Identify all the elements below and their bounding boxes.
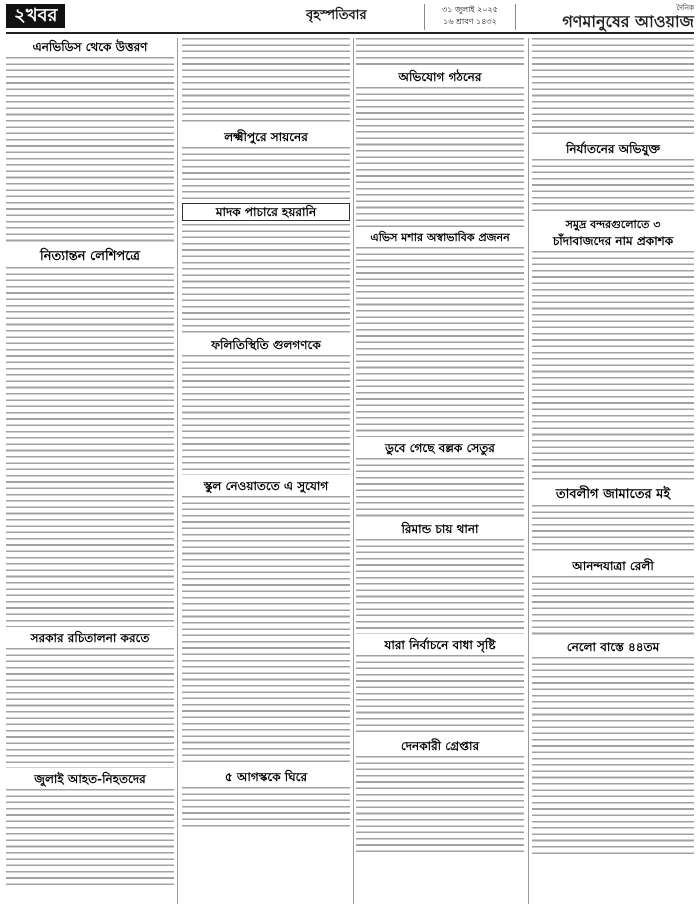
- story: [532, 142, 694, 214]
- story: [356, 522, 524, 634]
- article-body: [182, 496, 350, 766]
- headline: নেলো বাস্তে ৪৪তম: [566, 640, 660, 654]
- story: [182, 203, 350, 334]
- article-body: [356, 87, 524, 227]
- story: [182, 770, 350, 827]
- headline: মাদক পাচারে হয়রানি: [182, 203, 350, 221]
- article-body: [182, 38, 350, 126]
- headline: লক্ষ্মীপুরে সায়নের: [224, 130, 308, 144]
- section-label: ২খবর: [6, 4, 65, 28]
- article-body: [182, 355, 350, 475]
- article-body: [532, 38, 694, 138]
- headline: আনন্দযাত্রা রেলী: [572, 559, 654, 573]
- story: [182, 38, 350, 126]
- column-4: [532, 38, 694, 904]
- headline: তাবলীগ জামাতের মই: [555, 487, 671, 502]
- story: [356, 38, 524, 66]
- column-rule: [528, 38, 529, 904]
- masthead-tagline: দৈনিক: [676, 4, 694, 12]
- story: [6, 40, 174, 245]
- article-body: [532, 657, 694, 857]
- headline: স্কুল নেওয়াততে এ সুযোগ: [203, 479, 329, 493]
- headline: জুলাই আহত-নিহতদের: [34, 772, 146, 786]
- article-body: [532, 576, 694, 636]
- article-body: [356, 655, 524, 735]
- date-bangla: ১৬ শ্রাবণ ১৪৩২: [443, 17, 497, 26]
- story: [532, 559, 694, 636]
- column-rule: [177, 38, 178, 904]
- story: [532, 487, 694, 555]
- article-body: [182, 224, 350, 334]
- page-header: [6, 4, 694, 34]
- story: [182, 130, 350, 199]
- headline: সরকার রচিতালনা করতে: [30, 631, 150, 645]
- article-body: [6, 648, 174, 768]
- story: [356, 441, 524, 518]
- masthead: [562, 4, 694, 31]
- headline: রিমান্ড চায় থানা: [401, 522, 479, 536]
- story: [532, 38, 694, 138]
- story: [182, 338, 350, 475]
- article-body: [532, 505, 694, 555]
- story: [6, 631, 174, 768]
- article-body: [6, 57, 174, 245]
- masthead-name: গণমানুষের আওয়াজ: [562, 12, 694, 31]
- headline: দেনকারী গ্রেপ্তার: [400, 739, 480, 753]
- story: [182, 479, 350, 766]
- column-rule: [353, 38, 354, 904]
- date-gregorian: ৩১ জুলাই ২০২৫: [442, 5, 498, 14]
- headline: ডুবে গেছে বল্লক সেতুর: [385, 441, 495, 455]
- headline: নির্যাতনের অভিযুক্ত: [565, 142, 661, 156]
- article-body: [532, 159, 694, 214]
- article-body: [182, 787, 350, 827]
- headline: চাঁদাবাজদের নাম প্রকাশক: [552, 234, 674, 248]
- story: [532, 218, 694, 483]
- article-body: [6, 267, 174, 627]
- article-body: [356, 756, 524, 856]
- story: [532, 640, 694, 857]
- story: [356, 638, 524, 735]
- article-body: [532, 251, 694, 483]
- column-2: [182, 38, 350, 904]
- story: [6, 772, 174, 889]
- column-3: [356, 38, 524, 904]
- headline: অভিযোগ গঠনের: [398, 70, 482, 84]
- story: [356, 70, 524, 227]
- headline: ফলিতিস্থিতি গুলগণকে: [211, 338, 321, 352]
- headline: যারা নির্বাচনে বাধা সৃষ্টি: [384, 638, 496, 652]
- date-box: [424, 4, 516, 30]
- headline: সমুদ্র বন্দরগুলোতে ৩: [565, 218, 661, 231]
- headline: এভিস মশার অস্বাভাবিক প্রজনন: [370, 231, 510, 244]
- column-1: [6, 38, 174, 904]
- article-body: [182, 147, 350, 199]
- article-body: [356, 539, 524, 634]
- headline: এনভিডিস থেকে উত্তরণ: [32, 40, 148, 54]
- article-body: [356, 38, 524, 66]
- story: [356, 231, 524, 437]
- story: [356, 739, 524, 856]
- day-label: বৃহস্পতিবার: [306, 8, 367, 23]
- headline: নিত্যান্তন লেশিপত্রে: [40, 249, 140, 264]
- headline: ৫ আগস্ককে ঘিরে: [224, 770, 308, 784]
- article-body: [356, 247, 524, 437]
- article-body: [6, 789, 174, 889]
- story: [6, 249, 174, 627]
- article-body: [356, 458, 524, 518]
